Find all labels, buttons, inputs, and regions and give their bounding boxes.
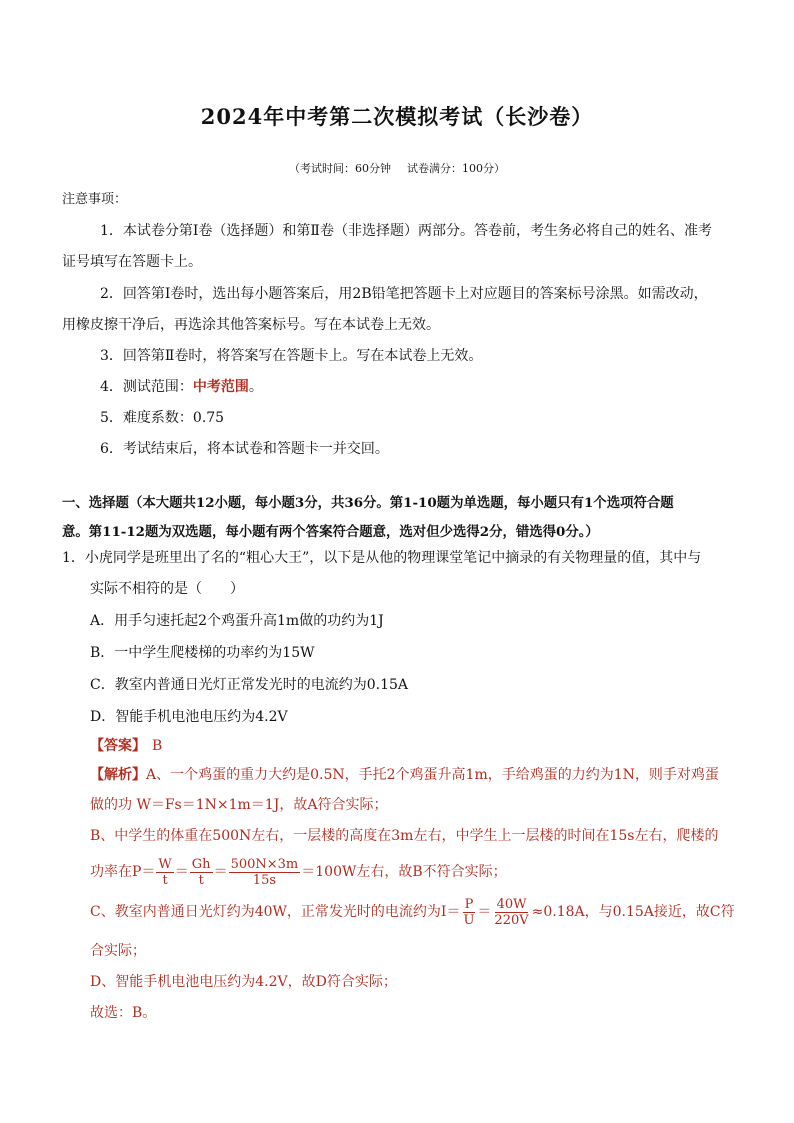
analysis-b: B、中学生的体重在500N左右，一层楼的高度在3m左右，中学生上一层楼的时间在15s左右，爬楼的 (90, 828, 719, 844)
option-d: D．智能手机电池电压约为4.2V (90, 709, 288, 725)
exam-time: （考试时间：60分钟 (289, 162, 391, 175)
answer-label: 【答案】 (90, 738, 146, 754)
exam-score: 试卷满分：100分） (407, 162, 505, 175)
test-scope: 中考范围 (192, 379, 249, 395)
fraction-work-over-time: $\frac{500N\times 3m}{15s}$ (230, 856, 299, 888)
analysis-c-cont: 合实际； (90, 943, 146, 959)
analysis-a: 【解析】A、一个鸡蛋的重力大约是0.5N，手托2个鸡蛋升高1m，手给鸡蛋的力约为1N，则手对鸡蛋 (90, 767, 719, 783)
notice-item-1: 1．本试卷分第Ⅰ卷（选择题）和第Ⅱ卷（非选择题）两部分。答卷前，考生务必将自己的姓名、准考 (100, 223, 712, 239)
fraction-p-over-u: $\frac{P}{U}$ (463, 896, 475, 928)
notice-item-1-cont: 证号填写在答题卡上。 (62, 254, 202, 270)
page-title: 2024年中考第二次模拟考试（长沙卷） (200, 104, 594, 129)
notice-item-5: 5．难度系数：0.75 (100, 410, 225, 426)
exam-info (0, 160, 794, 176)
answer-value: B (152, 738, 163, 754)
question-stem: 1．小虎同学是班里出了名的“粗心大王”，以下是从他的物理课堂笔记中摘录的有关物理量的值，其中与 (62, 550, 702, 566)
notice-item-2: 2．回答第Ⅰ卷时，选出每小题答案后，用2B铅笔把答题卡上对应题目的答案标号涂黑。如需改动， (100, 286, 708, 302)
analysis-label: 【解析】 (90, 767, 146, 783)
notice-item-4: 4．测试范围：中考范围。 (100, 379, 263, 395)
option-c: C．教室内普通日光灯正常发光时的电流约为0.15A (90, 677, 408, 693)
option-a: A．用手匀速托起2个鸡蛋升高1m做的功约为1J (90, 613, 384, 629)
section-heading-cont: 意。第11-12题为双选题，每小题有两个答案符合题意，选对但少选得2分，错选得0分。） (62, 524, 599, 540)
fraction-gh-over-t: $\frac{Gh}{t}$ (191, 856, 211, 888)
notice-heading: 注意事项： (62, 192, 128, 207)
analysis-b-formula: 功率在P＝ $\frac{W}{t}$ ＝ $\frac{Gh}{t}$ ＝ $\frac{500N\times 3m}{15s}$ ＝100W左右，故B不符合实际； (90, 856, 507, 888)
analysis-a-cont: 做的功 W＝Fs＝1N×1m＝1J，故A符合实际； (90, 797, 388, 813)
fraction-w-over-t: $\frac{W}{t}$ (158, 856, 172, 888)
conclusion: 故选：B。 (90, 1005, 157, 1021)
analysis-d: D、智能手机电池电压约为4.2V，故D符合实际； (90, 974, 397, 990)
question-stem-cont: 实际不相符的是（ ） (90, 581, 244, 597)
answer (90, 736, 162, 756)
notice-item-2-cont: 用橡皮擦干净后，再选涂其他答案标号。写在本试卷上无效。 (62, 317, 440, 333)
notice-item-3: 3．回答第Ⅱ卷时，将答案写在答题卡上。写在本试卷上无效。 (100, 348, 483, 364)
option-b: B．一中学生爬楼梯的功率约为15W (90, 645, 315, 661)
section-heading: 一、选择题（本大题共12小题，每小题3分，共36分。第1-10题为单选题，每小题只有1个选项符合题 (62, 495, 674, 511)
analysis-c: C、教室内普通日光灯约为40W，正常发光时的电流约为I＝ $\frac{P}{U}$ ＝ $\frac{40W}{220V}$ ≈0.18A，与0.15A接近，故C符 (90, 896, 735, 928)
fraction-power-over-voltage: $\frac{40W}{220V}$ (494, 896, 529, 928)
notice-item-6: 6．考试结束后，将本试卷和答题卡一并交回。 (100, 441, 389, 457)
